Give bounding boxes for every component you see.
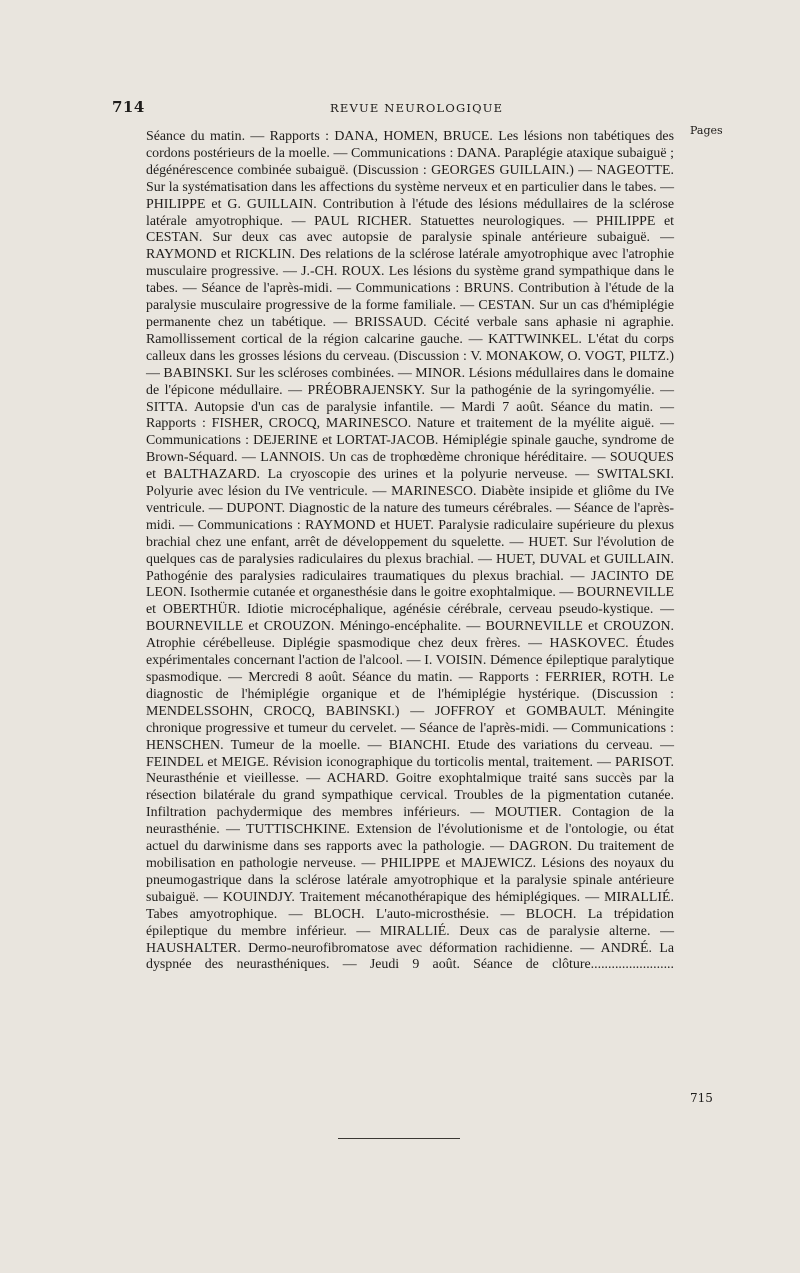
page-number: 714 <box>112 98 145 116</box>
table-of-contents-text: Séance du matin. — Rapports : DANA, HOMEN, BRUCE. Les lésions non tabétiques des cordons postérieurs de la moelle. — Communications : DANA. Paraplégie ataxique subaiguë ; dégénérescence combinée subaiguë. (Discussion : GEORGES GUILLAIN.) — NAGEOTTE. Sur la systématisation dans les affections du système nerveux et en particulier dans le tabes. — PHILIPPE et G. GUILLAIN. Contribution à l'étude des lésions médullaires de la sclérose latérale amyotrophique. — PAUL RICHER. Statuettes neurologiques. — PHILIPPE et CESTAN. Sur deux cas avec autopsie de paralysie spinale antérieure subaiguë. — RAYMOND et RICKLIN. Des relations de la sclérose latérale amyotrophique avec l'atrophie musculaire progressive. — J.-CH. ROUX. Les lésions du système grand sympathique dans le tabes. — Séance de l'après-midi. — Communications : BRUNS. Contribution à l'étude de la paralysie musculaire progressive de la forme familiale. — CESTAN. Sur un cas d'hémiplégie permanente chez un tabétique. — BRISSAUD. Cécité verbale sans aphasie ni agraphie. Ramollissement cortical de la région calcarine gauche. — KATTWINKEL. L'état du corps calleux dans les grosses lésions du cerveau. (Discussion : V. MONAKOW, O. VOGT, PILTZ.) — BABINSKI. Sur les scléroses combinées. — MINOR. Lésions médullaires dans le domaine de l'épicone médullaire. — PRÉOBRAJENSKY. Sur la pathogénie de la syringomyélie. — SITTA. Autopsie d'un cas de paralysie infantile. — Mardi 7 août. Séance du matin. — Rapports : FISHER, CROCQ, MARINESCO. Nature et traitement de la myélite aiguë. — Communications : DEJERINE et LORTAT-JACOB. Hémiplégie spinale gauche, syndrome de Brown-Séquard. — LANNOIS. Un cas de trophœdème chronique héréditaire. — SOUQUES et BALTHAZARD. La cryoscopie des urines et la polyurie nerveuse. — SWITALSKI. Polyurie avec lésion du IVe ventricule. — MARINESCO. Diabète insipide et gliôme du IVe ventricule. — DUPONT. Diagnostic de la nature des tumeurs cérébrales. — Séance de l'après-midi. — Communications : RAYMOND et HUET. Paralysie radiculaire supérieure du plexus brachial chez une enfant, arrêt de développement du squelette. — HUET. Sur l'évolution de quelques cas de paralysies radiculaires du plexus brachial. — HUET, DUVAL et GUILLAIN. Pathogénie des paralysies radiculaires traumatiques du plexus brachial. — JACINTO DE LEON. Isothermie cutanée et organesthésie dans le goitre exophtalmique. — BOURNEVILLE et OBERTHÜR. Idiotie microcéphalique, agénésie cérébrale, cerveau pseudo-kystique. — BOURNEVILLE et CROUZON. Méningo-encéphalite. — BOURNEVILLE et CROUZON. Atrophie cérébelleuse. Diplégie spasmodique chez deux frères. — HASKOVEC. Études expérimentales concernant l'action de l'alcool. — I. VOISIN. Démence épileptique paralytique spasmodique. — Mercredi 8 août. Séance du matin. — Rapports : FERRIER, ROTH. Le diagnostic de l'hémiplégie organique et de l'hémiplégie hystérique. (Discussion : MENDELSSOHN, CROCQ, BABINSKI.) — JOFFROY et GOMBAULT. Méningite chronique progressive et tumeur du cervelet. — Séance de l'après-midi. — Communications : HENSCHEN. Tumeur de la moelle. — BIANCHI. Etude des variations du cerveau. — FEINDEL et MEIGE. Révision iconographique du torticolis mental, traitement. — PARISOT. Neurasthénie et vieillesse. — ACHARD. Goitre exophtalmique traité sans succès par la résection bilatérale du grand sympathique cervical. Troubles de la pigmentation cutanée. Infiltration pachydermique des membres inférieurs. — MOUTIER. Contagion de la neurasthénie. — TUTTISCHKINE. Extension de l'évolutionisme et de l'ontologie, ou état actuel du darwinisme dans ses rapports avec la pathologie. — DAGRON. Du traitement de mobilisation en pathologie nerveuse. — PHILIPPE et MAJEWICZ. Lésions des noyaux du pneumogastrique dans la sclérose latérale amyotrophique et la paralysie spinale antérieure subaiguë. — KOUINDJY. Traitement mécanothérapique des hémiplégiques. — MIRALLIÉ. Tabes amyotrophique. — BLOCH. L'auto-microsthésie. — BLOCH. La trépidation épileptique du membre inférieur. — MIRALLIÉ. Deux cas de paralysie alterne. — HAUSHALTER. Dermo-neurofibromatose avec déformation rachidienne. — ANDRÉ. La dyspnée des neurasthéniques. — Jeudi 9 août. Séance de clôture........................ <box>146 129 674 973</box>
pages-column-label: Pages <box>690 124 723 137</box>
entry-page-reference: 715 <box>690 1091 713 1105</box>
running-head: REVUE NEUROLOGIQUE <box>330 101 504 115</box>
footer-rule <box>338 1138 460 1139</box>
